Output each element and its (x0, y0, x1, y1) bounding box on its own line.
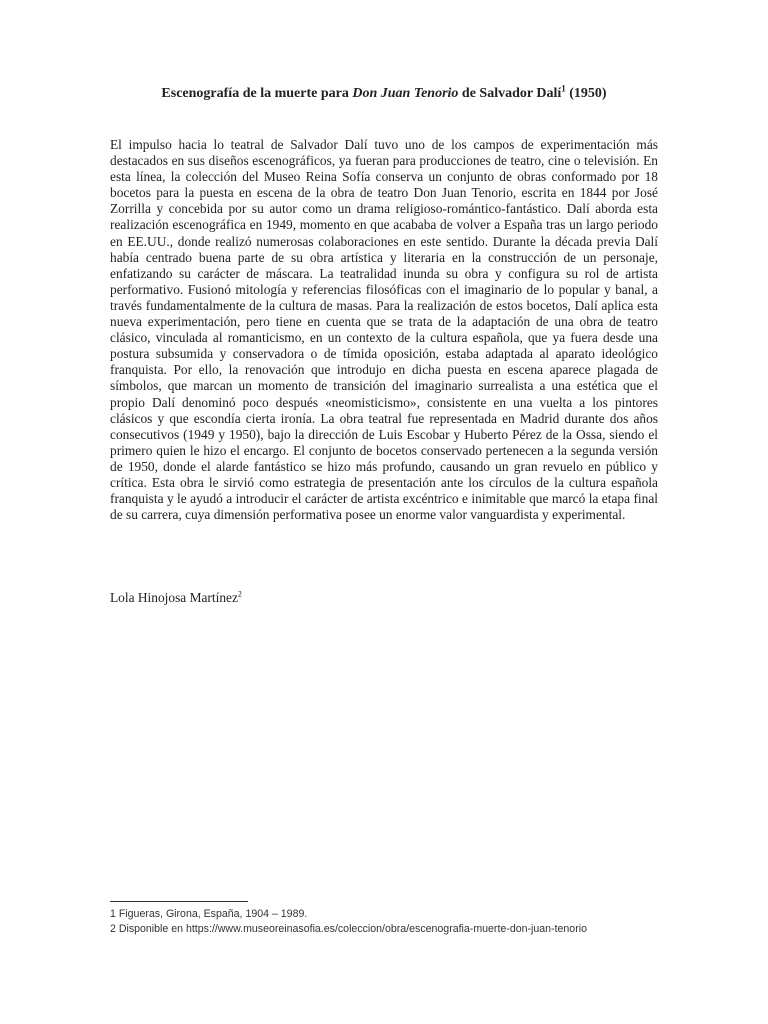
footnote-1: 1 Figueras, Girona, España, 1904 – 1989. (110, 908, 308, 920)
footnote-2: 2 Disponible en https://www.museoreinasofia.es/coleccion/obra/escenografia-muerte-don-juan-tenorio (110, 923, 587, 935)
title-text-start: Escenografía de la muerte para (161, 86, 353, 101)
author-signature (110, 589, 242, 606)
footnotes (110, 907, 670, 937)
body-paragraph: El impulso hacia lo teatral de Salvador Dalí tuvo uno de los campos de experimentación más destacados en sus diseños escenográficos, ya fueran para producciones de teatro, cine o televisión. En esta línea, la colección del Museo Reina Sofía conserva un conjunto de obras conformado por 18 bocetos para la puesta en escena de la obra de teatro Don Juan Tenorio, escrita en 1844 por José Zorrilla y concebida por su autor como un drama religioso-romántico-fantástico. Dalí aborda esta realización escenográfica en 1949, momento en que acababa de volver a España tras un largo periodo en EE.UU., donde realizó numerosas colaboraciones en este sentido. Durante la década previa Dalí había centrado buena parte de su obra artística y literaria en la construcción de un personaje, enfatizando su carácter de máscara. La teatralidad inunda su obra y configura su rol de artista performativo. Fusionó mitología y referencias filosóficas con el imaginario de lo popular y banal, a través fundamentalmente de la cultura de masas. Para la realización de estos bocetos, Dalí aplica esta nueva experimentación, pero tiene en cuenta que se trata de la adaptación de una obra de teatro clásico, vinculada al romanticismo, en un contexto de la cultura española, que ya fuera desde una postura subsumida y conservadora o de tímida oposición, estaba adaptada al aparato ideológico franquista. Por ello, la renovación que introdujo en dicha puesta en escena aparece plagada de símbolos, que marcan un momento de transición del imaginario surrealista a una estética que el propio Dalí denominó poco después «neomisticismo», consistente en una vuelta a los pintores clásicos y que escondía cierta ironía. La obra teatral fue representada en Madrid durante dos años consecutivos (1949 y 1950), bajo la dirección de Luis Escobar y Huberto Pérez de la Ossa, siendo el primero quien le hizo el encargo. El conjunto de bocetos conservado pertenecen a la segunda versión de 1950, donde el alarde fantástico se hizo más profundo, causando un gran revuelo en público y crítica. Esta obra le sirvió como estrategia de presentación ante los círculos de la cultura española franquista y le ayudó a introducir el carácter de artista excéntrico e inimitable que marcó la etapa final de su carrera, cuya dimensión performativa posee un enorme valor vanguardista y experimental. (110, 137, 658, 523)
author-footnote-ref[interactable]: 2 (237, 589, 242, 599)
title-year: (1950) (565, 86, 607, 101)
title-text-artist: de Salvador Dalí (458, 86, 562, 101)
title-footnote-ref[interactable]: 1 (561, 83, 566, 94)
title-work-name: Don Juan Tenorio (352, 86, 459, 101)
document-title (110, 85, 658, 103)
author-name: Lola Hinojosa Martínez (110, 590, 238, 605)
footnote-separator (110, 901, 248, 902)
